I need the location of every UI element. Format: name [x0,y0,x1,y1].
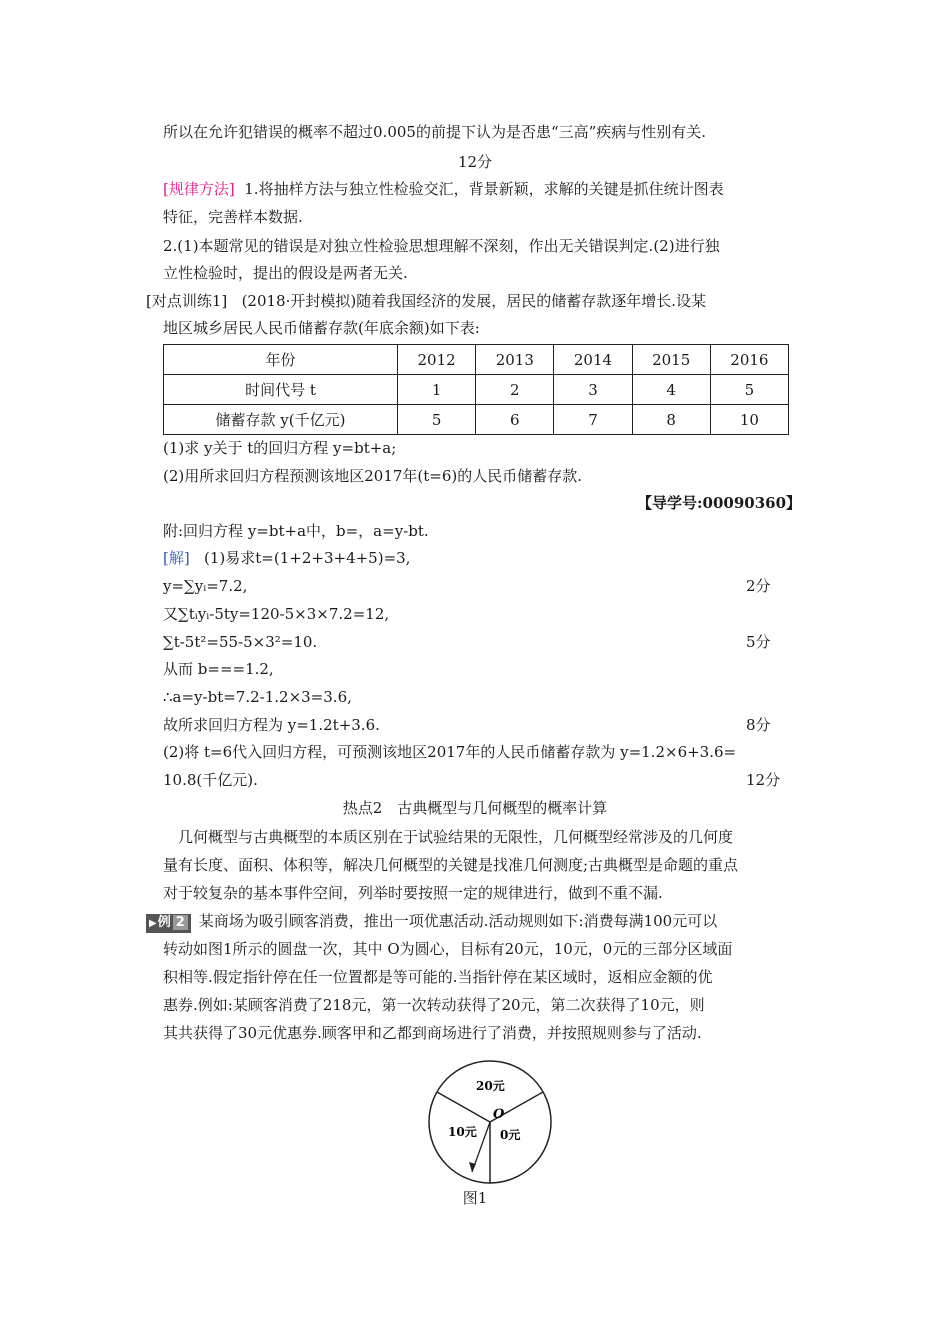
hotspot-p2: 量有长度、面积、体积等，解决几何概型的关键是找准几何测度;古典概型是命题的重点 [163,856,739,874]
table-cell: 2014 [554,345,632,375]
hotspot-p1: 几何概型与古典概型的本质区别在于试验结果的无限性，几何概型经常涉及的几何度 [178,828,734,846]
guide-number: 【导学号:00090360】 [637,494,802,512]
solution-text: ∑t-5t²=55-5×3²=10. [163,633,318,651]
table-cell: 1 [398,375,476,405]
center-label: O [493,1107,505,1122]
score-12: 12分 [457,153,493,171]
example-l1: 某商场为吸引顾客消费，推出一项优惠活动.活动规则如下:消费每满100元可以 [198,912,718,930]
play-icon: ▶ [149,918,157,929]
table-cell: 8 [632,405,710,435]
solution-text: y=∑yᵢ=7.2, [163,577,248,595]
table-cell: 年份 [164,345,398,375]
hotspot-p3: 对于较复杂的基本事件空间，列举时要按照一定的规律进行，做到不重不漏. [163,884,663,902]
method-p2b: 立性检验时，提出的假设是两者无关. [163,264,408,282]
training-l2: 地区城乡居民人民币储蓄存款(年底余额)如下表: [163,319,480,337]
table-cell: 2013 [476,345,554,375]
table-cell: 储蓄存款 y(千亿元) [164,405,398,435]
method-line-1 [163,179,724,199]
training-tag: [对点训练1] [146,292,228,310]
table-cell: 2016 [710,345,788,375]
label-20: 20元 [476,1079,505,1093]
table-row [164,375,789,405]
table-cell: 时间代号 t [164,375,398,405]
example-l3: 积相等.假定指针停在任一位置都是等可能的.当指针停在某区域时，返相应金额的优 [163,968,713,986]
table-cell: 4 [632,375,710,405]
label-0: 0元 [500,1128,521,1142]
table-cell: 7 [554,405,632,435]
table-cell: 10 [710,405,788,435]
solution-text: 10.8(千亿元). [163,771,258,789]
example-badge: ▶例 2 [146,914,191,933]
solution-text: 从而 b===1.2, [163,660,274,678]
method-p1a: 1.将抽样方法与独立性检验交汇，背景新颖，求解的关键是抓住统计图表 [244,180,724,198]
hotspot-title: 热点2 古典概型与几何概型的概率计算 [342,799,608,817]
method-tag: [规律方法] [163,180,235,198]
solution-text: ∴a=y-bt=7.2-1.2×3=3.6, [163,688,352,706]
spinner-figure [420,1058,560,1188]
divider-line [437,1092,490,1122]
table-row [164,345,789,375]
question-2: (2)用所求回归方程预测该地区2017年(t=6)的人民币储蓄存款. [163,467,583,485]
table-cell: 3 [554,375,632,405]
example-line-1 [146,911,717,933]
conclusion-text: 所以在允许犯错误的概率不超过0.005的前提下认为是否患“三高”疾病与性别有关. [163,123,707,141]
figure-caption: 图1 [462,1189,488,1207]
deposit-table [163,344,789,435]
solution-score: 8分 [746,716,771,734]
example-l2: 转动如图1所示的圆盘一次，其中 O为圆心，目标有20元，10元，0元的三部分区域面 [163,940,733,958]
solution-score: 12分 [746,771,781,789]
solution-text: (2)将 t=6代入回归方程，可预测该地区2017年的人民币储蓄存款为 y=1.2×6+3.6= [163,743,737,761]
table-cell: 2015 [632,345,710,375]
example-l4: 惠券.例如:某顾客消费了218元，第一次转动获得了20元，第二次获得了10元，则 [163,996,705,1014]
solution-tag: [解] [163,549,190,567]
solution-line-0 [163,548,410,568]
solution-text: 又∑tᵢyᵢ-5ty=120-5×3×7.2=12, [163,605,390,623]
method-p1b: 特征，完善样本数据. [163,208,303,226]
training-l1: (2018·开封模拟)随着我国经济的发展，居民的储蓄存款逐年增长.设某 [241,292,706,310]
label-10: 10元 [448,1125,477,1139]
table-cell: 6 [476,405,554,435]
table-cell: 2012 [398,345,476,375]
method-p2a: 2.(1)本题常见的错误是对独立性检验思想理解不深刻，作出无关错误判定.(2)进行独 [163,237,720,255]
solution-text: 故所求回归方程为 y=1.2t+3.6. [163,716,380,734]
example-l5: 其共获得了30元优惠券.顾客甲和乙都到商场进行了消费，并按照规则参与了活动. [163,1024,702,1042]
table-cell: 5 [398,405,476,435]
table-cell: 2 [476,375,554,405]
appendix: 附:回归方程 y=bt+a中，b=，a=y-bt. [163,522,429,540]
table-row [164,405,789,435]
solution-score: 5分 [746,633,771,651]
question-1: (1)求 y关于 t的回归方程 y=bt+a; [163,439,397,457]
training-line-1 [146,291,706,311]
table-cell: 5 [710,375,788,405]
solution-text: (1)易求t=(1+2+3+4+5)=3, [204,549,411,567]
solution-score: 2分 [746,577,771,595]
